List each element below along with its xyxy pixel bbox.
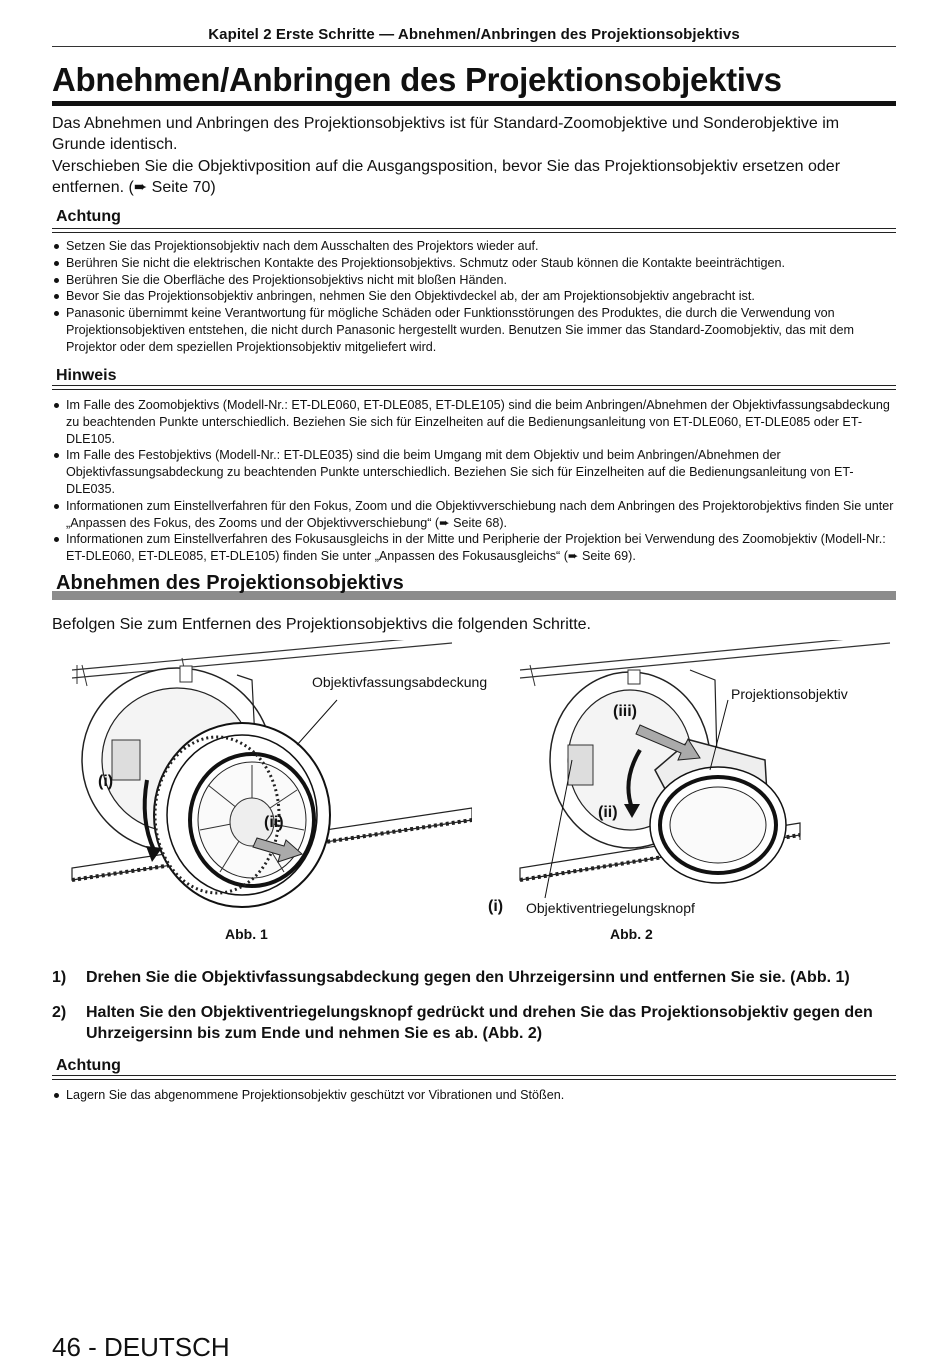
- list-item: Setzen Sie das Projektionsobjektiv nach dem Ausschalten des Projektors wieder auf.: [52, 238, 896, 255]
- chapter-header: Kapitel 2 Erste Schritte — Abnehmen/Anbringen des Projektionsobjektivs: [208, 26, 740, 43]
- achtung-list-2: [52, 1087, 896, 1104]
- fig2-label: Abb. 2: [610, 926, 653, 942]
- hinweis-list: [52, 397, 896, 565]
- achtung-section-heading-2: [52, 1057, 896, 1081]
- section-lead: Befolgen Sie zum Entfernen des Projektionsobjektivs die folgenden Schritte.: [52, 616, 591, 633]
- page-title: Abnehmen/Anbringen des Projektionsobjektivs: [52, 61, 782, 98]
- list-item: Berühren Sie die Oberfläche des Projektionsobjektivs nicht mit bloßen Händen.: [52, 272, 896, 289]
- achtung-section-heading: [52, 208, 896, 232]
- figure-2-illustration: [500, 640, 900, 900]
- intro-paragraph-1: Das Abnehmen und Anbringen des Projektionsobjektivs ist für Standard-Zoomobjektive und Sonderobjektive im Grunde identisch.: [52, 115, 840, 153]
- achtung-list: [52, 238, 896, 356]
- list-item: Informationen zum Einstellverfahren des Fokusausgleichs in der Mitte und Peripherie der Projektion bei Verwendung des Zoomobjektiv (Modell-Nr.: ET-DLE060, ET-DLE085, ET-DLE105) finden Sie unter „Anpassen des Fokusausgleichs“ (➨ Seite 69).: [52, 531, 896, 565]
- hinweis-heading-label: Hinweis: [56, 367, 117, 384]
- intro-paragraph-2: Verschieben Sie die Objektivposition auf die Ausgangsposition, bevor Sie das Projektionsobjektiv ersetzen oder entfernen. (➨ Seite 70): [52, 158, 841, 196]
- list-item: Berühren Sie nicht die elektrischen Kontakte des Projektionsobjektivs. Schmutz oder Staub können die Kontakte beeinträchtigen.: [52, 255, 896, 272]
- list-item: Bevor Sie das Projektionsobjektiv anbringen, nehmen Sie den Objektivdeckel ab, der am Projektionsobjektiv angebracht ist.: [52, 288, 896, 305]
- header-rule: [52, 46, 896, 47]
- page-footer: 46 - DEUTSCH: [52, 1332, 230, 1362]
- fig1-mark-i: (i): [98, 773, 114, 790]
- fig2-mark-ii: (ii): [598, 804, 618, 821]
- fig2-callout-lens: Projektionsobjektiv: [731, 686, 848, 702]
- fig2-mark-i: (i): [488, 898, 504, 915]
- achtung-heading-label: Achtung: [56, 1057, 121, 1074]
- hinweis-section-heading: [52, 367, 896, 391]
- list-item: Panasonic übernimmt keine Verantwortung für mögliche Schäden oder Funktionsstörungen des Produktes, die durch die Verwendung von Projektionsobjektiven entstehen, die nicht durch Panasonic hergestellt wurden. Benutzen Sie immer das Standard-Zoomobjektiv, das mit dem Projektor oder dem speziellen Projektionsobjektiv mitgeliefert wird.: [52, 305, 896, 355]
- list-item: Im Falle des Zoomobjektivs (Modell-Nr.: ET-DLE060, ET-DLE085, ET-DLE105) sind die beim Anbringen/Abnehmen der Objektivfassungsabdeckung zu beachtenden Punkte unterschiedlich. Beziehen Sie sich für Einzelheiten auf die Bedienungsanleitung von ET-DLE060, ET-DLE085 oder ET-DLE105.: [52, 397, 896, 447]
- fig1-callout-cover: Objektivfassungsabdeckung: [312, 674, 488, 690]
- step-text: Drehen Sie die Objektivfassungsabdeckung gegen den Uhrzeigersinn und entfernen Sie sie. (Abb. 1): [86, 969, 850, 986]
- step-text: Halten Sie den Objektiventriegelungsknopf gedrückt und drehen Sie das Projektionsobjektiv gegen den Uhrzeigersinn bis zum Ende und nehmen Sie es ab. (Abb. 2): [86, 1004, 873, 1042]
- fig1-label: Abb. 1: [225, 926, 268, 942]
- title-rule: [52, 101, 896, 106]
- section-heading: Abnehmen des Projektionsobjektivs: [56, 572, 404, 594]
- fig2-mark-iii: (iii): [613, 703, 637, 720]
- list-item: Im Falle des Festobjektivs (Modell-Nr.: ET-DLE035) sind die beim Umgang mit dem Objektiv und beim Anbringen/Abnehmen der Objektivfassungsabdeckung zu beachtenden Punkte unterschiedlich. Beziehen Sie sich für Einzelheiten auf die Bedienungsanleitung von ET-DLE035.: [52, 447, 896, 497]
- step-2: [52, 1002, 896, 1046]
- list-item: Lagern Sie das abgenommene Projektionsobjektiv geschützt vor Vibrationen und Stößen.: [52, 1087, 896, 1104]
- step-number: 2): [52, 1004, 67, 1021]
- fig2-callout-knob: Objektiventriegelungsknopf: [526, 900, 695, 916]
- fig1-mark-ii: (ii): [264, 814, 284, 831]
- step-1: [52, 967, 896, 989]
- step-number: 1): [52, 969, 67, 986]
- achtung-heading-label: Achtung: [56, 208, 121, 225]
- list-item: Informationen zum Einstellverfahren für den Fokus, Zoom und die Objektivverschiebung nach dem Anbringen des Projektorobjektivs finden Sie unter „Anpassen des Fokus, des Zooms und der Objektivverschiebung“ (➨ Seite 68).: [52, 498, 896, 532]
